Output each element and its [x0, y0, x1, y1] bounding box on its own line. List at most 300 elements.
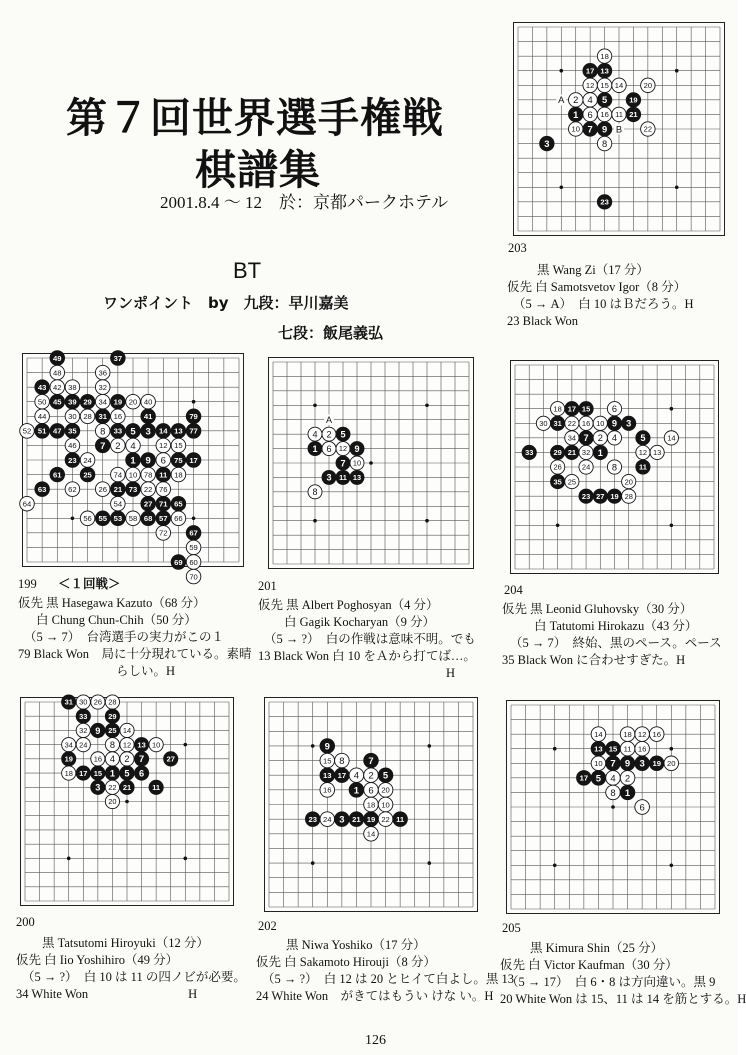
star-point: [425, 519, 429, 523]
move-number: 18: [553, 404, 562, 414]
round-label: ＜１回戦＞: [58, 577, 121, 591]
move-number: 15: [608, 744, 618, 754]
move-number: 5: [124, 768, 130, 779]
move-number: 9: [624, 758, 631, 770]
move-number: 15: [174, 441, 183, 451]
move-number: 70: [189, 572, 198, 582]
move-number: 1: [130, 455, 136, 467]
caption-line: 仮先 白 Iio Yoshihiro（49 分）: [16, 953, 179, 967]
date-venue: 2001.8.4 ～ 12 於：京都パークホテル: [160, 193, 449, 212]
move-number: 18: [623, 729, 632, 739]
go-board: [20, 697, 234, 906]
move-number: 16: [652, 729, 661, 739]
move-number: 57: [159, 514, 168, 524]
move-number: 18: [64, 768, 73, 778]
move-number: 78: [143, 470, 153, 480]
move-number: 26: [93, 697, 103, 707]
move-number: 21: [629, 110, 638, 120]
caption-line: 20 White Won は 15、11 は 14 を筋とする。H: [500, 992, 746, 1006]
move-number: 22: [381, 814, 390, 824]
move-number: 2: [326, 429, 332, 440]
move-number: 32: [98, 382, 107, 392]
move-number: 25: [567, 477, 577, 487]
move-number: 43: [37, 382, 47, 392]
move-number: 8: [610, 787, 616, 799]
caption-line: 仮先 黒 Leonid Gluhovsky（30 分）: [502, 602, 693, 616]
move-number: 11: [339, 473, 347, 483]
move-number: 63: [37, 484, 47, 494]
game-number: 205: [502, 921, 521, 935]
commentary-by-line: ワンポイント by 九段：早川嘉美: [103, 294, 349, 312]
star-point: [559, 69, 563, 73]
move-number: 54: [113, 499, 123, 509]
move-number: 15: [581, 404, 591, 414]
caption-line: 黒 Kimura Shin（25 分）: [530, 941, 663, 955]
move-number: 19: [113, 397, 123, 407]
move-number: 22: [643, 124, 653, 134]
move-number: 29: [108, 711, 117, 721]
page-number: 126: [365, 1033, 386, 1048]
caption-line: （5 → A） 白 10 はＢだろう。H: [513, 297, 694, 311]
move-number: 29: [83, 397, 92, 407]
move-number: 56: [83, 514, 92, 524]
move-number: 23: [581, 491, 591, 501]
move-number: 10: [571, 124, 580, 134]
move-number: 18: [366, 800, 376, 810]
move-number: 9: [324, 741, 330, 753]
game-caption: [258, 597, 476, 682]
move-number: 20: [108, 797, 117, 807]
move-number: 7: [139, 754, 145, 765]
move-number: 76: [159, 484, 168, 494]
move-number: 20: [624, 477, 633, 487]
move-number: 5: [601, 95, 608, 106]
move-number: 18: [600, 51, 609, 61]
go-board: [510, 360, 719, 574]
move-number: 10: [352, 458, 362, 468]
move-number: 12: [159, 441, 168, 451]
move-number: 75: [174, 455, 183, 465]
move-number: 6: [139, 768, 145, 779]
go-board: [264, 697, 478, 912]
move-number: 17: [189, 455, 198, 465]
move-number: 1: [573, 109, 579, 120]
move-number: 52: [22, 426, 32, 436]
move-number: 28: [83, 412, 92, 422]
move-number: 19: [610, 491, 619, 501]
move-number: 35: [553, 477, 562, 487]
move-number: 8: [601, 138, 608, 149]
move-number: 18: [174, 470, 183, 480]
move-number: 33: [79, 711, 88, 721]
caption-line: 黒 Wang Zi（17 分）: [537, 263, 649, 277]
caption-line: 仮先 白 Sakamoto Hirouji（8 分）: [256, 955, 436, 969]
move-number: 1: [624, 787, 631, 799]
move-number: 31: [64, 697, 73, 707]
caption-line: 黒 Niwa Yoshiko（17 分）: [286, 938, 426, 952]
move-number: 23: [68, 455, 77, 465]
star-point: [611, 805, 615, 809]
game-number: 199: [18, 577, 37, 591]
caption-line: 23 Black Won: [507, 314, 578, 328]
move-number: 32: [581, 448, 591, 458]
move-number: 33: [525, 448, 534, 458]
go-board: [22, 353, 244, 582]
move-number: 30: [539, 418, 548, 428]
move-number: 50: [37, 397, 47, 407]
move-number: 34: [64, 740, 73, 750]
caption-line: （5 → ?） 白 10 は 11 の四ノビが必要。: [22, 970, 246, 984]
move-number: 39: [68, 397, 77, 407]
move-number: 21: [113, 484, 123, 494]
move-number: 46: [68, 441, 77, 451]
move-number: 27: [166, 754, 175, 764]
move-number: 8: [109, 739, 115, 750]
move-number: 19: [629, 95, 638, 105]
move-number: 33: [113, 426, 123, 436]
move-number: 6: [326, 443, 332, 454]
move-number: 28: [624, 491, 633, 501]
game-number: 204: [504, 583, 523, 597]
move-number: 3: [626, 418, 632, 429]
move-number: 31: [98, 412, 107, 422]
move-number: 2: [368, 770, 374, 782]
move-number: 19: [366, 814, 376, 824]
move-number: 11: [152, 782, 161, 792]
move-number: 15: [600, 81, 609, 91]
move-number: 26: [98, 484, 107, 494]
caption-line: （5 → ?） 白の作戦は意味不明。でも: [264, 632, 476, 646]
move-number: 17: [79, 768, 88, 778]
move-number: 13: [594, 744, 603, 754]
caption-line: 白 Tatutomi Hirokazu（43 分）: [534, 619, 698, 633]
move-number: 74: [113, 470, 123, 480]
game-caption: [18, 595, 251, 680]
move-number: 34: [567, 433, 577, 443]
game-caption: [502, 601, 722, 669]
move-number: 6: [368, 785, 374, 797]
star-point: [183, 857, 187, 861]
move-number: 9: [95, 725, 101, 736]
move-number: 14: [159, 426, 168, 436]
move-number: 42: [53, 382, 62, 392]
move-number: 49: [53, 353, 62, 363]
page-title-line2: 棋譜集: [195, 146, 321, 194]
move-number: 3: [326, 472, 332, 483]
move-number: 7: [368, 755, 374, 767]
move-number: 20: [643, 81, 653, 91]
move-number: 11: [396, 814, 405, 824]
move-number: 2: [573, 95, 579, 106]
move-number: 14: [122, 726, 132, 736]
move-number: 21: [352, 814, 361, 824]
move-number: 16: [637, 744, 647, 754]
move-number: 1: [109, 768, 115, 779]
move-number: 4: [312, 429, 318, 440]
move-number: 5: [640, 433, 646, 444]
move-number: 24: [79, 740, 88, 750]
go-board: [506, 700, 720, 914]
star-point: [311, 861, 315, 865]
move-number: 6: [587, 109, 593, 120]
move-number: 47: [53, 426, 62, 436]
caption-line: 79 Black Won 局に十分現れている。素晴: [18, 647, 252, 661]
move-number: 4: [610, 773, 616, 785]
move-number: 64: [22, 499, 32, 509]
caption-line: 仮先 黒 Albert Poghosyan（4 分）: [258, 598, 439, 612]
move-number: 72: [159, 528, 168, 538]
star-point: [311, 744, 315, 748]
move-number: 9: [354, 443, 360, 454]
move-number: 2: [115, 440, 121, 452]
move-number: B: [615, 124, 623, 135]
caption-line: 34 White Won H: [16, 987, 198, 1001]
move-number: 17: [579, 773, 589, 783]
move-number: 5: [595, 773, 602, 785]
move-number: 1: [353, 785, 360, 797]
move-number: A: [558, 95, 565, 106]
move-number: 23: [600, 197, 609, 207]
move-number: 51: [37, 426, 47, 436]
star-point: [427, 861, 431, 865]
move-number: 59: [189, 543, 198, 553]
move-number: 14: [594, 729, 603, 739]
move-number: 14: [667, 433, 676, 443]
move-number: 30: [79, 697, 88, 707]
move-number: 5: [340, 429, 346, 440]
game-caption: [507, 262, 694, 330]
move-number: 34: [98, 397, 107, 407]
star-point: [427, 744, 431, 748]
move-number: 3: [544, 138, 550, 149]
caption-line: 仮先 白 Samotsvetov Igor（8 分）: [507, 280, 687, 294]
move-number: 30: [68, 412, 77, 422]
star-point: [675, 185, 679, 189]
move-number: A: [325, 414, 333, 425]
move-number: 19: [64, 754, 73, 764]
star-point: [313, 403, 317, 407]
move-number: 13: [137, 740, 146, 750]
move-number: 25: [83, 470, 92, 480]
move-number: 79: [189, 412, 198, 422]
star-point: [559, 185, 563, 189]
move-number: 48: [53, 368, 62, 378]
move-number: 25: [108, 726, 117, 736]
move-number: 7: [610, 758, 616, 770]
star-point: [553, 747, 557, 751]
move-number: 21: [567, 448, 577, 458]
star-point: [669, 863, 673, 867]
move-number: 12: [638, 448, 648, 458]
section-label: BT: [233, 258, 262, 283]
caption-line: （5 → 7） 台湾選手の実力がこの１: [24, 630, 225, 644]
move-number: 8: [312, 487, 318, 498]
caption-line: 黒 Tatsutomi Hiroyuki（12 分）: [42, 936, 209, 950]
move-number: 68: [143, 514, 153, 524]
move-number: 1: [597, 447, 603, 458]
move-number: 44: [37, 412, 47, 422]
star-point: [192, 516, 196, 520]
move-number: 22: [108, 782, 117, 792]
move-number: 66: [174, 514, 183, 524]
move-number: 9: [601, 124, 608, 135]
move-number: 60: [189, 557, 198, 567]
go-board: [268, 357, 474, 569]
move-number: 21: [122, 782, 132, 792]
move-number: 62: [68, 484, 77, 494]
caption-line: （5 → 17） 白 6・8 は方向違い。黒 9: [506, 975, 716, 989]
move-number: 2: [597, 433, 603, 444]
commentary-second-line: 七段：飯尾義弘: [278, 324, 384, 342]
star-point: [313, 519, 317, 523]
move-number: 12: [585, 81, 595, 91]
move-number: 12: [637, 729, 647, 739]
caption-line: 仮先 黒 Hasegawa Kazuto（68 分）: [18, 596, 206, 610]
move-number: 4: [109, 754, 115, 765]
move-number: 61: [53, 470, 62, 480]
move-number: 6: [160, 455, 166, 467]
move-number: 7: [583, 433, 589, 444]
move-number: 41: [143, 412, 153, 422]
move-number: 6: [639, 802, 645, 814]
move-number: 65: [174, 499, 183, 509]
move-number: 73: [128, 484, 138, 494]
move-number: 67: [189, 528, 198, 538]
move-number: 7: [587, 124, 593, 135]
move-number: 3: [95, 782, 101, 793]
move-number: 4: [130, 440, 136, 452]
move-number: 40: [143, 397, 153, 407]
move-number: 9: [611, 418, 618, 429]
move-number: 17: [567, 404, 577, 414]
move-number: 12: [338, 444, 348, 454]
move-number: 22: [143, 484, 153, 494]
move-number: 11: [623, 744, 632, 754]
caption-line: 白 Gagik Kocharyan（9 分）: [284, 615, 436, 629]
game-caption: [500, 940, 746, 1008]
star-point: [670, 523, 674, 527]
move-number: 12: [122, 740, 132, 750]
move-number: 28: [108, 697, 117, 707]
move-number: 1: [312, 443, 318, 454]
move-number: 58: [128, 514, 138, 524]
move-number: 77: [189, 426, 198, 436]
move-number: 13: [652, 448, 662, 458]
caption-line: らしい。H: [116, 664, 176, 678]
move-number: 13: [174, 426, 183, 436]
star-point: [369, 461, 373, 465]
move-number: 26: [553, 462, 562, 472]
star-point: [125, 800, 129, 804]
move-number: 71: [159, 499, 168, 509]
star-point: [183, 743, 187, 747]
star-point: [67, 857, 71, 861]
star-point: [556, 523, 560, 527]
move-number: 7: [100, 440, 106, 452]
game-number: 202: [258, 919, 277, 933]
move-number: 11: [638, 462, 647, 472]
caption-line: 白 Chung Chun-Chih（50 分）: [36, 613, 197, 627]
game-caption: [256, 937, 514, 1005]
move-number: 10: [596, 418, 605, 428]
move-number: 35: [68, 426, 77, 436]
move-number: 10: [128, 470, 138, 480]
caption-line: H: [446, 666, 456, 680]
move-number: 11: [159, 470, 168, 480]
move-number: 16: [113, 412, 123, 422]
star-point: [675, 69, 679, 73]
game-number: 201: [258, 579, 277, 593]
move-number: 37: [113, 353, 123, 363]
caption-line: 仮先 白 Victor Kaufman（30 分）: [500, 958, 678, 972]
move-number: 8: [100, 426, 106, 438]
move-number: 45: [53, 397, 62, 407]
move-number: 3: [145, 426, 151, 438]
caption-line: （5 → 7） 終始、黒のペース。ペース: [510, 636, 722, 650]
move-number: 14: [614, 81, 624, 91]
move-number: 9: [145, 455, 151, 467]
move-number: 3: [639, 758, 645, 770]
move-number: 17: [585, 66, 595, 76]
move-number: 10: [151, 740, 161, 750]
move-number: 53: [113, 514, 123, 524]
move-number: 6: [611, 404, 618, 415]
move-number: 69: [174, 557, 183, 567]
move-number: 24: [83, 455, 92, 465]
move-number: 24: [581, 462, 591, 472]
move-number: 36: [98, 368, 107, 378]
move-number: 16: [93, 754, 103, 764]
move-number: 19: [652, 759, 661, 769]
move-number: 15: [323, 756, 332, 766]
move-number: 32: [79, 726, 88, 736]
page-title-line1: 第７回世界選手権戦: [66, 94, 444, 142]
star-point: [553, 863, 557, 867]
caption-line: 13 Black Won 白 10 をＡから打てば…。: [258, 649, 476, 663]
move-number: 15: [93, 768, 103, 778]
move-number: 20: [667, 759, 676, 769]
star-point: [192, 400, 196, 404]
game-number: 203: [508, 241, 527, 255]
move-number: 3: [339, 814, 345, 826]
game-number: 200: [16, 915, 35, 929]
star-point: [669, 747, 673, 751]
star-point: [670, 407, 674, 411]
star-point: [425, 403, 429, 407]
move-number: 16: [600, 110, 609, 120]
move-number: 16: [581, 418, 591, 428]
caption-line: 35 Black Won に合わせすぎた。H: [502, 653, 686, 667]
move-number: 38: [68, 382, 77, 392]
move-number: 8: [339, 755, 345, 767]
move-number: 55: [98, 514, 107, 524]
move-number: 10: [381, 800, 390, 810]
move-number: 31: [553, 418, 562, 428]
move-number: 13: [600, 66, 609, 76]
move-number: 17: [337, 770, 347, 780]
move-number: 27: [143, 499, 153, 509]
move-number: 13: [323, 770, 332, 780]
move-number: 16: [323, 785, 332, 795]
go-board: [513, 22, 725, 236]
move-number: 13: [352, 473, 362, 483]
move-number: 7: [340, 458, 346, 469]
move-number: 5: [382, 770, 389, 782]
star-point: [71, 516, 75, 520]
game-caption: [16, 935, 246, 1003]
move-number: 2: [124, 754, 130, 765]
move-number: 2: [624, 773, 631, 785]
